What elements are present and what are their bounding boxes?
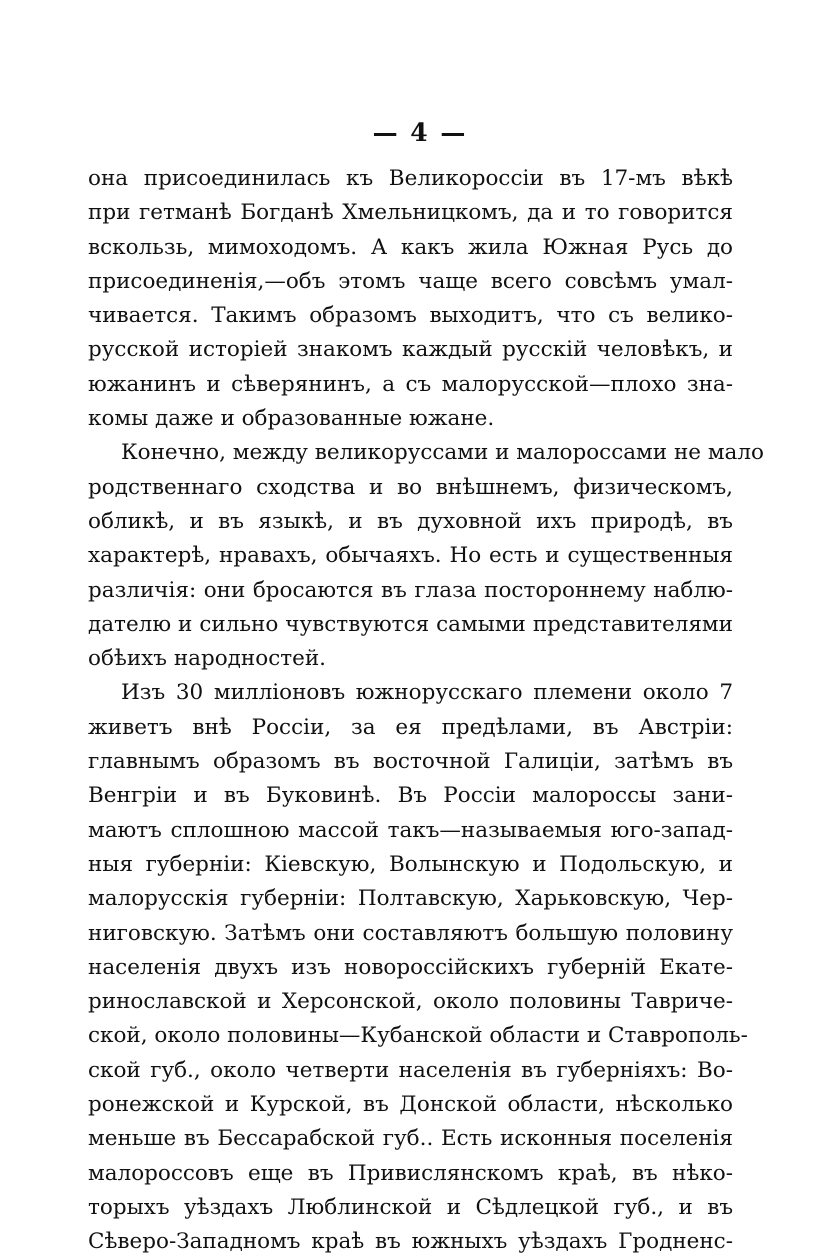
text-line: главнымъ образомъ въ восточной Галиціи, затѣмъ въ (88, 749, 733, 775)
text-line: Венгріи и въ Буковинѣ. Въ Россіи малороссы зани- (88, 783, 733, 809)
text-line: ронежской и Курской, въ Донской области, нѣсколько (88, 1092, 733, 1118)
text-line: присоединенія,—объ этомъ чаще всего совсѣмъ умал- (88, 268, 733, 294)
text-line: малороссовъ еще въ Привислянскомъ краѣ, въ нѣко- (88, 1160, 733, 1186)
text-line: ской, около половины—Кубанской области и Ставрополь- (88, 1023, 748, 1049)
text-line: комы даже и образованные южане. (88, 406, 495, 432)
body-text (88, 162, 764, 1260)
text-line: при гетманѣ Богданѣ Хмельницкомъ, да и то говорится (88, 200, 733, 226)
text-line: различія: они бросаются въ глаза постороннему наблю- (88, 577, 733, 603)
page-number: — 4 — (372, 118, 468, 147)
text-line: она присоединилась къ Великороссіи въ 17-мъ вѣкѣ (88, 166, 733, 191)
text-line: торыхъ уѣздахъ Люблинской и Сѣдлецкой губ., и въ (88, 1194, 733, 1220)
text-line: Конечно, между великоруссами и малороссами не мало (121, 440, 764, 466)
text-line: меньше въ Бессарабской губ.. Есть исконныя поселенія (88, 1126, 733, 1152)
text-line: дателю и сильно чувствуются самыми представителями (88, 611, 733, 637)
text-line: Изъ 30 милліоновъ южнорусскаго племени около 7 (121, 680, 733, 706)
text-line: маютъ сплошною массой такъ—называемыя юго-запад- (88, 817, 733, 843)
text-line: ниговскую. Затѣмъ они составляютъ большую половину (88, 920, 733, 946)
text-line: ринославской и Херсонской, около половины Тавриче- (88, 989, 733, 1015)
text-line: обликѣ, и въ языкѣ, и въ духовной ихъ природѣ, въ (88, 508, 733, 534)
text-line: населенія двухъ изъ новороссійскихъ губерній Екате- (88, 954, 733, 980)
text-line: ныя губерніи: Кіевскую, Волынскую и Подольскую, и (88, 851, 733, 877)
text-line: живетъ внѣ Россіи, за ея предѣлами, въ Австріи: (88, 714, 733, 740)
text-line: вскользь, мимоходомъ. А какъ жила Южная Русь до (88, 234, 733, 260)
text-line: родственнаго сходства и во внѣшнемъ, физическомъ, (88, 474, 733, 500)
text-line: ской губ., около четверти населенія въ губерніяхъ: Во- (88, 1057, 733, 1083)
text-line: Сѣверо-Западномъ краѣ въ южныхъ уѣздахъ Гродненс- (88, 1229, 733, 1255)
text-line: характерѣ, нравахъ, обычаяхъ. Но есть и существенныя (88, 543, 733, 569)
text-line: чивается. Такимъ образомъ выходитъ, что съ велико- (88, 303, 733, 329)
text-line: обѣихъ народностей. (88, 646, 327, 672)
text-line: русской исторіей знакомъ каждый русскій человѣкъ, и (88, 337, 733, 363)
text-line: малорусскія губерніи: Полтавскую, Харьковскую, Чер- (88, 886, 733, 912)
text-line: южанинъ и сѣверянинъ, а съ малорусской—плохо зна- (88, 371, 733, 397)
